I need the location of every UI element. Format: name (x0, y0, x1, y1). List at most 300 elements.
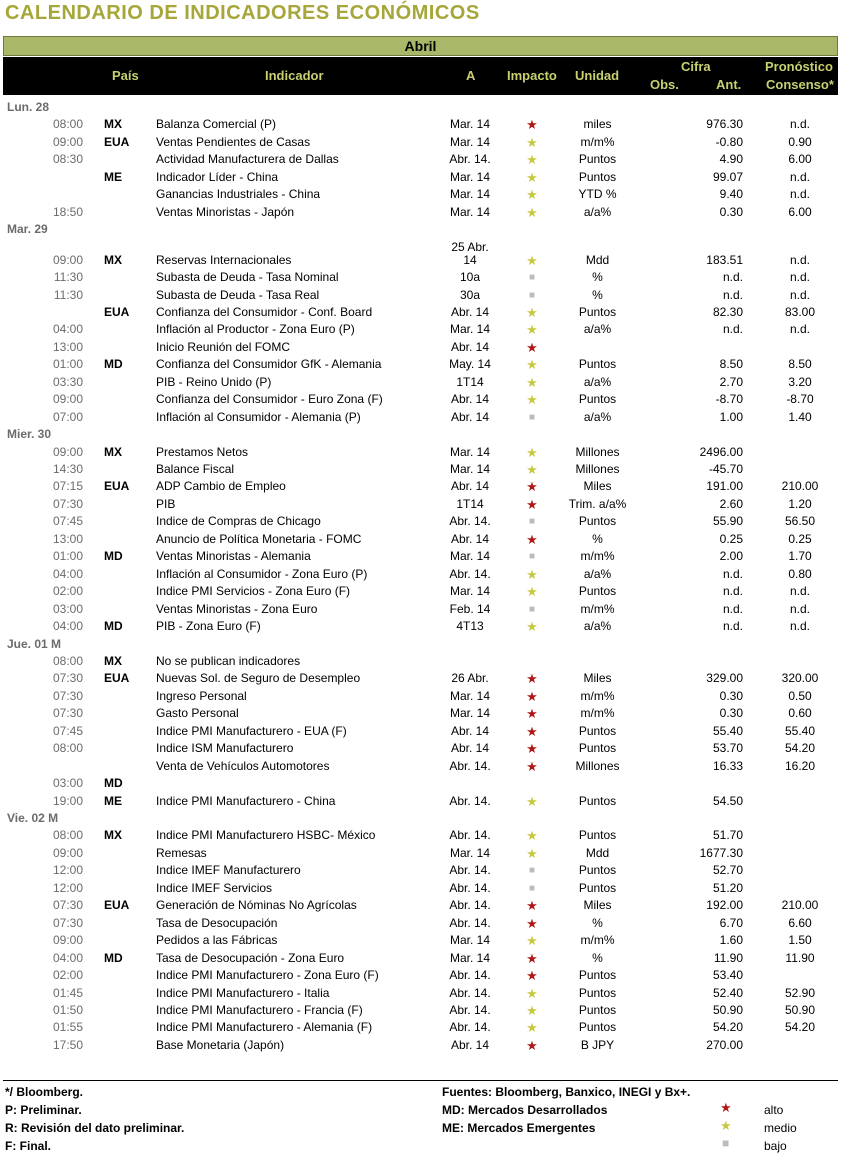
impact-high-star-icon: ★ (526, 741, 538, 757)
indicator-cell: Subasta de Deuda - Tasa Nominal (156, 270, 339, 285)
time-cell: 03:00 (52, 776, 83, 791)
time-cell: 08:30 (52, 152, 83, 167)
country-cell: MD (104, 776, 123, 791)
table-row (0, 950, 841, 967)
consensus-cell: n.d. (789, 287, 810, 302)
indicator-cell: Actividad Manufacturera de Dallas (156, 152, 339, 167)
indicator-cell: Indice IMEF Manufacturero (156, 863, 301, 878)
indicator-cell: Indice PMI Manufacturero - China (156, 793, 336, 808)
indicator-cell: Balance Fiscal (156, 462, 235, 476)
impact-low-square-icon: ■ (528, 272, 536, 284)
unit-cell: Puntos (578, 357, 617, 372)
table-row (0, 478, 841, 495)
table-row (0, 151, 841, 168)
unit-cell: m/m% (580, 706, 615, 721)
impact-high-star-icon: ★ (526, 1037, 538, 1053)
time-cell: 19:00 (52, 793, 83, 808)
header-a: A (466, 68, 476, 83)
header-cifra: Cifra (681, 59, 711, 74)
indicator-cell: Indice PMI Manufacturero - Zona Euro (F) (156, 968, 379, 983)
previous-value-cell: 99.07 (712, 169, 743, 184)
period-cell: Mar. 14 (449, 845, 491, 860)
unit-cell: Puntos (578, 880, 617, 895)
month-bar: Abril (3, 36, 838, 56)
indicator-cell: Indice IMEF Servicios (156, 880, 273, 895)
indicator-cell: Gasto Personal (156, 706, 239, 721)
impact-high-star-icon: ★ (526, 496, 538, 512)
header-consenso: Consenso* (766, 77, 834, 92)
consensus-cell: n.d. (789, 117, 810, 132)
header-pronostico: Pronóstico (765, 59, 833, 74)
unit-cell: YTD % (578, 187, 617, 202)
consensus-cell: 1.50 (788, 933, 812, 948)
previous-value-cell: 4.90 (719, 152, 743, 167)
consensus-cell: n.d. (789, 187, 810, 202)
consensus-cell: 55.40 (784, 723, 816, 738)
previous-value-cell: 8.50 (719, 357, 743, 372)
unit-cell: a/a% (583, 566, 612, 581)
legend-medio-label: medio (764, 1121, 797, 1135)
impact-high-star-icon: ★ (526, 968, 538, 984)
period-cell: Abr. 14. (449, 152, 491, 167)
table-row (0, 409, 841, 426)
indicator-cell: Reservas Internacionales (156, 252, 292, 267)
previous-value-cell: 11.90 (713, 950, 743, 965)
impact-high-star-icon: ★ (526, 531, 538, 547)
unit-cell: Puntos (578, 985, 617, 1000)
footnote-preliminar: P: Preliminar. (5, 1103, 82, 1117)
country-cell: EUA (104, 479, 130, 494)
header-indicador: Indicador (265, 68, 324, 83)
period-cell: Abr. 14. (449, 1002, 491, 1017)
header-ant: Ant. (716, 77, 742, 92)
table-row (0, 758, 841, 775)
previous-value-cell: -45.70 (708, 462, 743, 476)
consensus-cell: 56.50 (784, 514, 816, 529)
time-cell: 12:00 (52, 880, 83, 895)
indicator-cell: Inflación al Productor - Zona Euro (P) (156, 322, 355, 337)
indicator-cell: Tasa de Desocupación - Zona Euro (156, 950, 345, 965)
period-cell: Mar. 14 (449, 584, 491, 599)
time-cell: 03:00 (52, 601, 83, 616)
time-cell: 08:00 (52, 653, 83, 668)
consensus-cell: 11.90 (785, 950, 815, 965)
unit-cell: % (592, 287, 603, 302)
indicator-cell: Ventas Minoristas - Alemania (156, 549, 311, 564)
unit-cell: Puntos (578, 169, 617, 184)
table-row (0, 186, 841, 203)
period-cell: Abr. 14 (450, 479, 490, 494)
time-cell: 08:00 (52, 117, 83, 132)
impact-medium-star-icon: ★ (526, 252, 538, 268)
table-row (0, 827, 841, 844)
table-row (0, 670, 841, 687)
table-row (0, 287, 841, 304)
table-row (0, 356, 841, 373)
indicator-cell: ADP Cambio de Empleo (156, 479, 286, 494)
time-cell: 07:30 (52, 688, 83, 703)
consensus-cell: 54.20 (784, 741, 816, 756)
footnote-fuentes: Fuentes: Bloomberg, Banxico, INEGI y Bx+. (442, 1085, 691, 1099)
unit-cell: Puntos (578, 584, 617, 599)
country-cell: MX (104, 117, 122, 132)
previous-value-cell: n.d. (722, 322, 743, 337)
previous-value-cell: -0.80 (715, 134, 743, 149)
table-row (0, 239, 841, 269)
impact-medium-star-icon: ★ (526, 374, 538, 390)
table-row (0, 723, 841, 740)
indicator-cell: Confianza del Consumidor GfK - Alemania (156, 357, 382, 372)
country-cell: EUA (104, 134, 130, 149)
indicator-cell: PIB - Reino Unido (P) (156, 374, 272, 389)
previous-value-cell: 53.40 (712, 968, 743, 983)
impact-low-square-icon: ■ (528, 882, 536, 894)
footer-divider (3, 1080, 838, 1081)
previous-value-cell: 53.70 (712, 741, 743, 756)
indicator-cell: Ventas Minoristas - Zona Euro (156, 601, 318, 616)
previous-value-cell: n.d. (722, 270, 743, 285)
impact-low-square-icon: ■ (528, 551, 536, 563)
unit-cell: Puntos (578, 1002, 617, 1017)
period-cell: Abr. 14. (449, 566, 491, 581)
time-cell: 04:00 (52, 566, 83, 581)
consensus-cell: 83.00 (784, 304, 816, 319)
country-cell: EUA (104, 304, 130, 319)
unit-cell: Mdd (585, 845, 610, 860)
previous-value-cell: 329.00 (706, 671, 743, 686)
indicator-cell: Confianza del Consumidor - Euro Zona (F) (156, 392, 383, 407)
table-row (0, 932, 841, 949)
country-cell: ME (104, 169, 122, 184)
table-row (0, 134, 841, 151)
time-cell: 13:00 (52, 531, 83, 546)
impact-medium-star-icon: ★ (526, 134, 538, 150)
header-unidad: Unidad (575, 68, 620, 83)
period-cell: Mar. 14 (449, 169, 491, 184)
header-impacto: Impacto (507, 68, 557, 83)
time-cell: 01:00 (52, 549, 83, 564)
impact-high-star-icon: ★ (526, 758, 538, 774)
previous-value-cell: 9.40 (719, 187, 743, 202)
indicator-cell: Confianza del Consumidor - Conf. Board (156, 304, 373, 319)
period-cell: Abr. 14 (450, 339, 490, 354)
unit-cell: miles (583, 117, 612, 132)
legend-bajo-square-icon: ■ (722, 1136, 730, 1150)
impact-medium-star-icon: ★ (526, 204, 538, 220)
legend-alto-label: alto (764, 1103, 784, 1117)
impact-high-star-icon: ★ (526, 915, 538, 931)
indicator-cell: Ventas Minoristas - Japón (156, 204, 295, 219)
time-cell: 09:00 (52, 134, 83, 149)
table-row (0, 793, 841, 810)
table-row (0, 880, 841, 897)
consensus-cell: n.d. (789, 252, 810, 267)
impact-low-square-icon: ■ (528, 865, 536, 877)
consensus-cell: n.d. (789, 270, 810, 285)
previous-value-cell: 976.30 (706, 117, 743, 132)
impact-low-square-icon: ■ (528, 603, 536, 615)
impact-medium-star-icon: ★ (526, 584, 538, 600)
impact-low-square-icon: ■ (528, 411, 536, 423)
period-cell: Abr. 14 (450, 1037, 490, 1052)
consensus-cell: 1.20 (788, 496, 812, 511)
footnote-revision: R: Revisión del dato preliminar. (5, 1121, 185, 1135)
indicator-cell: Pedidos a las Fábricas (156, 933, 278, 948)
period-cell: Abr. 14. (449, 863, 491, 878)
country-cell: MD (104, 950, 123, 965)
day-header-row (0, 810, 841, 827)
previous-value-cell: 16.33 (712, 758, 743, 773)
country-cell: MD (104, 619, 123, 634)
impact-medium-star-icon: ★ (526, 566, 538, 582)
indicator-cell: Inicio Reunión del FOMC (156, 339, 291, 354)
impact-high-star-icon: ★ (526, 950, 538, 966)
unit-cell: B JPY (580, 1037, 615, 1052)
indicator-cell: Inflación al Consumidor - Alemania (P) (156, 409, 361, 424)
previous-value-cell: 1.60 (719, 933, 743, 948)
indicator-cell: Indice PMI Servicios - Zona Euro (F) (156, 584, 351, 599)
indicator-cell: Generación de Nóminas No Agrícolas (156, 898, 357, 913)
day-label: Jue. 01 M (7, 636, 62, 651)
time-cell: 02:00 (52, 584, 83, 599)
impact-high-star-icon: ★ (526, 479, 538, 495)
impact-medium-star-icon: ★ (526, 1002, 538, 1018)
previous-value-cell: 1.00 (719, 409, 743, 424)
previous-value-cell: 191.00 (706, 479, 743, 494)
table-row (0, 321, 841, 338)
previous-value-cell: 54.20 (712, 1020, 743, 1035)
indicator-cell: Ganancias Industriales - China (156, 187, 321, 202)
previous-value-cell: 2.70 (719, 374, 743, 389)
day-label: Mier. 30 (7, 427, 52, 442)
day-header-row (0, 426, 841, 443)
period-cell: Abr. 14 (450, 723, 490, 738)
day-header-row (0, 221, 841, 238)
previous-value-cell: 51.20 (712, 880, 743, 895)
impact-medium-star-icon: ★ (526, 169, 538, 185)
unit-cell: Puntos (578, 392, 617, 407)
period-cell: Abr. 14 (450, 304, 490, 319)
impact-high-star-icon: ★ (526, 706, 538, 722)
period-cell: Abr. 14. (449, 828, 491, 843)
time-cell: 01:55 (52, 1020, 83, 1035)
previous-value-cell: 192.00 (706, 898, 743, 913)
legend-bajo-label: bajo (764, 1139, 787, 1153)
period-cell: Abr. 14. (449, 915, 491, 930)
consensus-cell: n.d. (789, 619, 810, 634)
time-cell: 17:50 (52, 1037, 83, 1052)
consensus-cell: -8.70 (786, 392, 814, 407)
period-cell: Abr. 14 (450, 392, 490, 407)
day-label: Lun. 28 (7, 100, 50, 114)
previous-value-cell: n.d. (722, 287, 743, 302)
previous-value-cell: 0.30 (719, 706, 743, 721)
unit-cell: Puntos (578, 723, 617, 738)
table-row (0, 845, 841, 862)
time-cell: 07:15 (52, 479, 83, 494)
previous-value-cell: 0.30 (719, 204, 743, 219)
unit-cell: Puntos (578, 968, 617, 983)
country-cell: MX (104, 444, 122, 459)
day-header-row (0, 636, 841, 653)
indicator-cell: Nuevas Sol. de Seguro de Desempleo (156, 671, 361, 686)
country-cell: EUA (104, 898, 130, 913)
period-cell: May. 14 (449, 357, 491, 372)
previous-value-cell: 55.40 (712, 723, 743, 738)
table-row (0, 1002, 841, 1019)
table-row (0, 688, 841, 705)
impact-medium-star-icon: ★ (526, 828, 538, 844)
consensus-cell: 320.00 (781, 671, 819, 686)
table-row (0, 967, 841, 984)
period-cell: Abr. 14. (449, 1020, 491, 1035)
table-row (0, 116, 841, 133)
period-cell: Mar. 14 (449, 549, 491, 564)
previous-value-cell: 82.30 (712, 304, 743, 319)
impact-high-star-icon: ★ (526, 671, 538, 687)
country-cell: MX (104, 252, 122, 267)
indicator-cell: Tasa de Desocupación (156, 915, 278, 930)
consensus-cell: 210.00 (781, 479, 819, 494)
indicator-cell: PIB (156, 496, 176, 511)
previous-value-cell: 54.50 (712, 793, 743, 808)
time-cell: 07:30 (52, 496, 83, 511)
previous-value-cell: 51.70 (712, 828, 743, 843)
day-label: Mar. 29 (7, 222, 48, 237)
country-cell: MD (104, 357, 123, 372)
impact-high-star-icon: ★ (526, 117, 538, 133)
consensus-cell: 0.80 (788, 566, 812, 581)
consensus-cell: 0.25 (788, 531, 812, 546)
unit-cell: m/m% (580, 601, 615, 616)
indicator-cell: Indice PMI Manufacturero - Alemania (F) (156, 1020, 373, 1035)
period-cell: 1T14 (456, 374, 484, 389)
time-cell: 18:50 (52, 204, 83, 219)
time-cell: 09:00 (52, 252, 83, 267)
indicator-cell: Subasta de Deuda - Tasa Real (156, 287, 320, 302)
previous-value-cell: n.d. (722, 619, 743, 634)
impact-high-star-icon: ★ (526, 723, 538, 739)
unit-cell: Puntos (578, 304, 617, 319)
unit-cell: Puntos (578, 152, 617, 167)
table-row (0, 496, 841, 513)
time-cell: 11:30 (53, 287, 83, 302)
impact-medium-star-icon: ★ (526, 1020, 538, 1036)
table-row (0, 1037, 841, 1054)
table-header (3, 57, 838, 95)
unit-cell: a/a% (583, 322, 612, 337)
table-row (0, 740, 841, 757)
period-cell: Mar. 14 (449, 462, 491, 476)
consensus-cell: 0.90 (788, 134, 812, 149)
time-cell: 09:00 (52, 845, 83, 860)
unit-cell: Puntos (578, 828, 617, 843)
period-cell: Mar. 14 (449, 688, 491, 703)
day-header-row (0, 99, 841, 116)
table-row (0, 862, 841, 879)
page-title: CALENDARIO DE INDICADORES ECONÓMICOS (5, 2, 480, 24)
unit-cell: m/m% (580, 933, 615, 948)
time-cell: 09:00 (52, 933, 83, 948)
time-cell: 07:30 (52, 671, 83, 686)
period-cell: Abr. 14 (450, 741, 490, 756)
previous-value-cell: 6.70 (719, 915, 743, 930)
period-cell: Mar. 14 (449, 950, 491, 965)
time-cell: 04:00 (52, 619, 83, 634)
table-row (0, 583, 841, 600)
consensus-cell: 6.60 (788, 915, 812, 930)
impact-low-square-icon: ■ (528, 516, 536, 528)
indicator-cell: Venta de Vehículos Automotores (156, 758, 330, 773)
period-cell: 14 (463, 252, 477, 267)
indicator-cell: Anuncio de Política Monetaria - FOMC (156, 531, 362, 546)
time-cell: 03:30 (52, 374, 83, 389)
indicator-cell: Indice ISM Manufacturero (156, 741, 294, 756)
table-row (0, 531, 841, 548)
consensus-cell: n.d. (789, 584, 810, 599)
consensus-cell: n.d. (789, 169, 810, 184)
table-row (0, 444, 841, 461)
table-row (0, 339, 841, 356)
day-label: Vie. 02 M (7, 811, 59, 825)
consensus-cell: 0.60 (788, 706, 812, 721)
consensus-cell: 6.00 (788, 204, 812, 219)
previous-value-cell: 50.90 (712, 1002, 743, 1017)
indicator-cell: Balanza Comercial (P) (156, 117, 277, 132)
unit-cell: m/m% (580, 688, 615, 703)
table-row (0, 601, 841, 618)
period-cell: Abr. 14. (449, 758, 491, 773)
table-row (0, 1019, 841, 1036)
impact-medium-star-icon: ★ (526, 933, 538, 949)
footnote-me: ME: Mercados Emergentes (442, 1121, 596, 1135)
impact-low-square-icon: ■ (528, 289, 536, 301)
unit-cell: Millones (575, 758, 620, 773)
period-cell: Mar. 14 (449, 134, 491, 149)
table-row (0, 897, 841, 914)
table-row (0, 391, 841, 408)
unit-cell: % (592, 950, 603, 965)
indicator-cell: Indice PMI Manufacturero - Italia (156, 985, 330, 1000)
unit-cell: a/a% (583, 204, 612, 219)
impact-high-star-icon: ★ (526, 688, 538, 704)
period-cell: Abr. 14. (449, 985, 491, 1000)
indicator-cell: Inflación al Consumidor - Zona Euro (P) (156, 566, 368, 581)
consensus-cell: 210.00 (781, 898, 819, 913)
table-row (0, 374, 841, 391)
previous-value-cell: n.d. (722, 601, 743, 616)
previous-value-cell: 0.30 (719, 688, 743, 703)
impact-medium-star-icon: ★ (526, 793, 538, 809)
consensus-cell: n.d. (789, 601, 810, 616)
period-cell: Abr. 14. (449, 880, 491, 895)
period-cell: Mar. 14 (449, 204, 491, 219)
footnote-bloomberg: */ Bloomberg. (5, 1085, 84, 1099)
period-cell: Mar. 14 (449, 444, 491, 459)
table-row (0, 653, 841, 670)
time-cell: 07:30 (52, 915, 83, 930)
table-row (0, 269, 841, 286)
time-cell: 04:00 (52, 322, 83, 337)
time-cell: 02:00 (52, 968, 83, 983)
legend-medio-star-icon: ★ (720, 1118, 732, 1133)
impact-medium-star-icon: ★ (526, 444, 538, 460)
time-cell: 11:30 (53, 270, 83, 285)
indicator-cell: Indice de Compras de Chicago (156, 514, 321, 529)
previous-value-cell: 52.70 (712, 863, 743, 878)
unit-cell: Millones (575, 444, 620, 459)
impact-high-star-icon: ★ (526, 898, 538, 914)
